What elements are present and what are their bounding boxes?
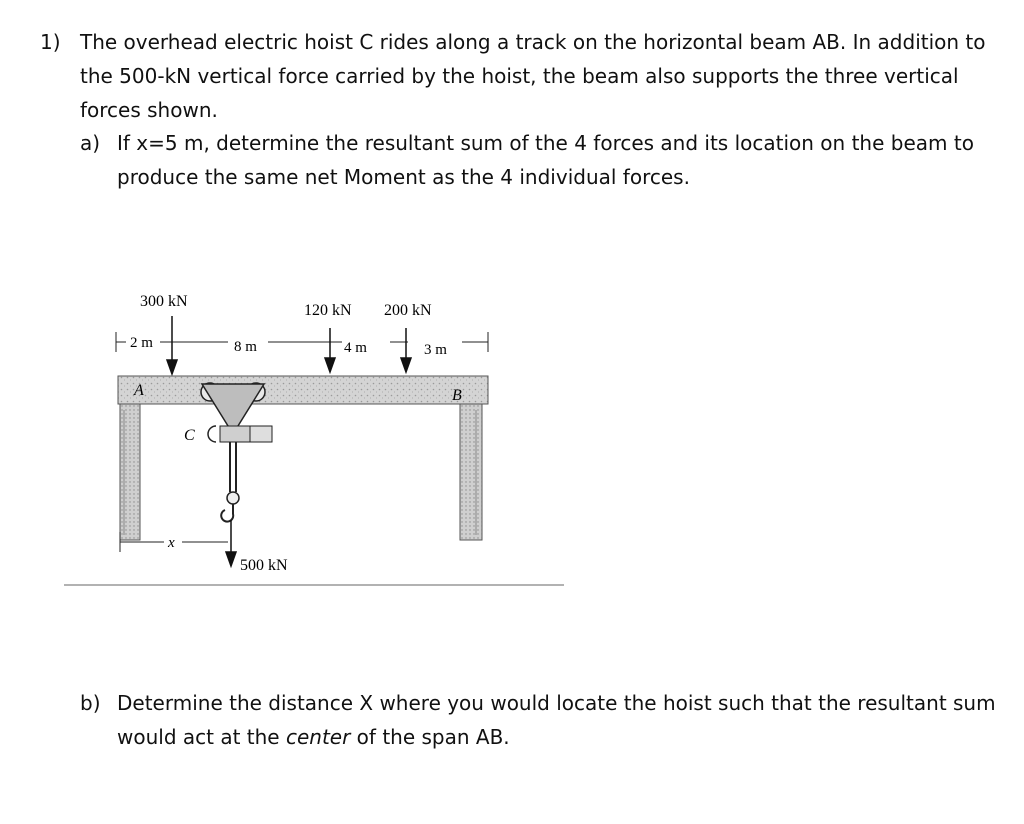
part-b-line-2 — [117, 720, 997, 754]
label-a: A — [134, 382, 144, 399]
part-a-line-1: If x=5 m, determine the resultant sum of the 4 forces and its location on the beam to — [117, 131, 974, 155]
hoist-beam-figure — [60, 280, 580, 600]
label-x: x — [168, 535, 175, 551]
left-column — [120, 404, 140, 540]
part-b-emphasis-center: center — [285, 725, 351, 749]
label-120kn: 120 kN — [304, 302, 352, 319]
intro-line-2: the 500-kN vertical force carried by the hoist, the beam also supports the three vertical — [80, 64, 959, 88]
part-b-line-2-end: of the span AB. — [350, 725, 510, 749]
intro-line-1: The overhead electric hoist C rides along a track on the horizontal beam AB. In addition to — [80, 30, 986, 54]
label-500kn: 500 kN — [240, 557, 288, 574]
part-a-line-2: produce the same net Moment as the 4 individual forces. — [117, 165, 690, 189]
part-b-line-2-start: would act at the — [117, 725, 286, 749]
part-a-text — [117, 126, 997, 194]
dim-4m: 4 m — [344, 340, 367, 356]
part-b-line-1: Determine the distance X where you would locate the hoist such that the resultant sum — [117, 691, 996, 715]
arrow-500kn — [226, 520, 236, 566]
force-arrows — [167, 316, 411, 374]
part-b-text — [117, 686, 997, 754]
problem-number: 1) — [40, 30, 61, 54]
label-300kn: 300 kN — [140, 293, 188, 310]
label-c: C — [184, 427, 195, 444]
dim-2m: 2 m — [130, 335, 153, 351]
problem-intro — [80, 25, 1000, 127]
label-b: B — [452, 387, 462, 404]
dim-3m: 3 m — [424, 342, 447, 358]
intro-line-3: forces shown. — [80, 98, 218, 122]
right-column — [460, 404, 482, 540]
beam-ab — [118, 376, 488, 404]
label-200kn: 200 kN — [384, 302, 432, 319]
part-a-label: a) — [80, 131, 101, 155]
part-b-label: b) — [80, 691, 101, 715]
dim-8m: 8 m — [234, 339, 257, 355]
